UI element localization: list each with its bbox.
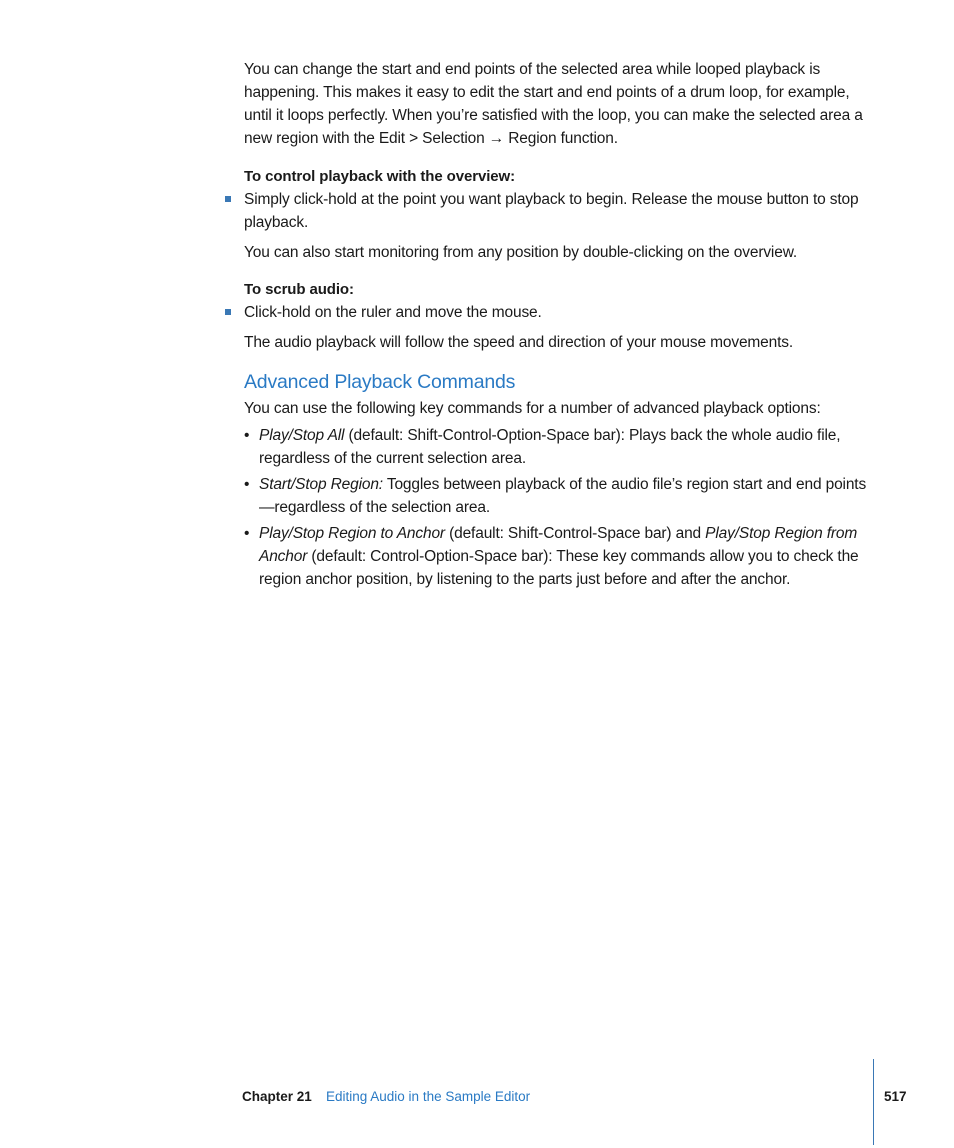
- step-text: Click-hold on the ruler and move the mouse.: [244, 304, 542, 321]
- section-heading: Advanced Playback Commands: [244, 371, 516, 393]
- page-content: [244, 58, 869, 594]
- command-description-secondary: (default: Control-Option-Space bar): These key commands allow you to check the region anchor position, by listening to the parts just before and after the anchor.: [259, 548, 859, 588]
- list-item: [244, 522, 869, 591]
- list-item: [244, 424, 869, 470]
- command-description: Toggles between playback of the audio file’s region start and end points—regardless of the selection area.: [259, 476, 867, 516]
- footer-chapter: Chapter 21: [242, 1089, 312, 1104]
- list-item: [244, 473, 869, 519]
- command-description: (default: Shift-Control-Space bar) and: [444, 525, 706, 542]
- bullet-dot: •: [244, 476, 250, 493]
- followup-overview: You can also start monitoring from any position by double-clicking on the overview.: [244, 244, 798, 261]
- section-intro: You can use the following key commands for a number of advanced playback options:: [244, 400, 821, 417]
- step-overview: [244, 188, 869, 234]
- command-term: Start/Stop Region:: [259, 476, 383, 493]
- footer-divider: [873, 1059, 874, 1145]
- bullet-dot: •: [244, 525, 250, 542]
- command-term: Play/Stop All: [259, 427, 345, 444]
- command-term-secondary: Play/Stop Region from Anchor: [259, 525, 858, 565]
- task-heading-scrub: To scrub audio:: [244, 281, 354, 298]
- page-footer: [0, 1088, 954, 1148]
- task-scrub: [244, 279, 869, 354]
- command-list: [244, 424, 869, 591]
- command-term: Play/Stop Region to Anchor: [259, 525, 445, 542]
- task-heading-overview: To control playback with the overview:: [244, 168, 515, 185]
- bullet-dot: •: [244, 427, 250, 444]
- page-number: 517: [884, 1089, 907, 1104]
- followup-scrub: The audio playback will follow the speed and direction of your mouse movements.: [244, 334, 794, 351]
- task-overview: [244, 166, 869, 264]
- command-description: (default: Shift-Control-Option-Space bar): Plays back the whole audio file, regardless of the current selection area.: [259, 427, 841, 467]
- square-bullet-icon: [225, 309, 231, 315]
- intro-paragraph: You can change the start and end points of the selected area while looped playback is happening. This makes it easy to edit the start and end points of a drum loop, for example, until it loops perfectly. When you’re satisfied with the loop, you can make the selected area a new region with the Edit > Selection → Region function.: [244, 61, 863, 147]
- square-bullet-icon: [225, 196, 231, 202]
- step-text: Simply click-hold at the point you want playback to begin. Release the mouse button to stop playback.: [244, 191, 859, 231]
- step-scrub: [244, 301, 869, 324]
- footer-chapter-title: Editing Audio in the Sample Editor: [326, 1089, 531, 1104]
